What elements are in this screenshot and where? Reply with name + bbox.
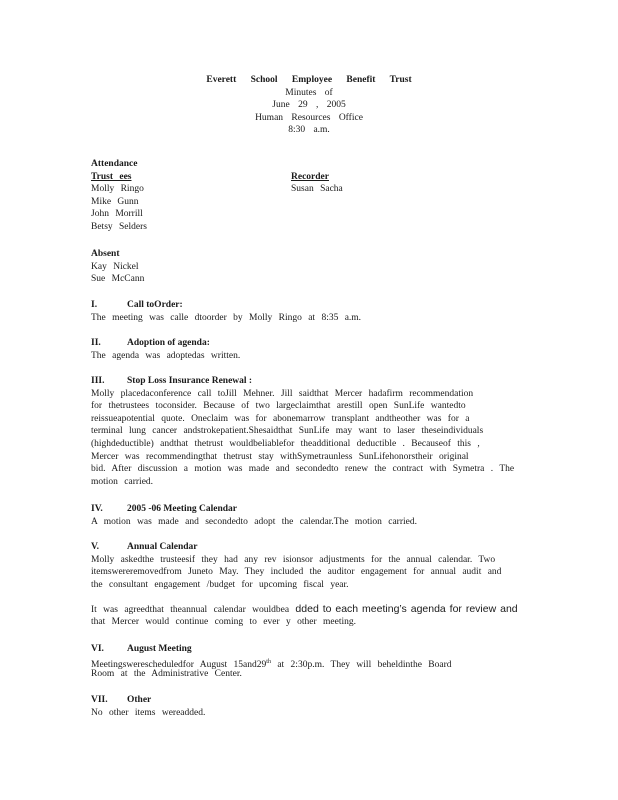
section-text: terminal lung cancer andstrokepatient.Shesaidthat SunLife may want to laser theseindividuals [91, 426, 484, 437]
document-header [0, 74, 618, 137]
section-text: A motion was made and secondedto adopt the calendar.The motion carried. [91, 516, 417, 527]
section-text: reissueapotential quote. Oneclaim was for abonemarrow transplant andtheother was for a [91, 413, 470, 424]
attendance-section [91, 158, 531, 234]
section-call-to-order [91, 299, 531, 324]
attendance-heading: Attendance [91, 159, 138, 169]
meeting-location: Human Resources Office [255, 112, 363, 123]
section-text: Room at the Administrative Center. [91, 669, 242, 680]
section-annual-calendar [91, 541, 531, 629]
document-subtitle: Minutes of [285, 87, 333, 98]
section-text: It was agreedthat theannual calendar wouldbea dded to each meeting’s agenda for review and [91, 603, 518, 616]
section-text: (highdeductible) andthat thetrust wouldbeliablefor theadditional deductible . Becauseof this , [91, 438, 480, 449]
section-heading: VI. August Meeting [91, 644, 192, 654]
absent-section [91, 248, 531, 286]
absent-heading: Absent [91, 249, 120, 259]
section-text: for thetrustees toconsider. Because of two largeclaimthat arestill open SunLife wantedto [91, 401, 466, 412]
recorder-heading: Recorder [291, 171, 329, 182]
trustee-name: Molly Ringo [91, 184, 144, 195]
section-text: that Mercer would continue coming to ever y other meeting. [91, 616, 356, 627]
section-heading: III. Stop Loss Insurance Renewal : [91, 376, 253, 386]
section-adoption-of-agenda [91, 337, 531, 362]
section-august-meeting [91, 643, 531, 681]
absent-name: Sue McCann [91, 274, 145, 285]
section-heading: VII. Other [91, 695, 152, 705]
section-text: The meeting was calle dtoorder by Molly Ringo at 8:35 a.m. [91, 312, 362, 323]
section-meeting-calendar [91, 503, 531, 528]
section-other [91, 694, 531, 719]
section-heading: II. Adoption of agenda: [91, 338, 210, 348]
recorder-name: Susan Sacha [291, 184, 343, 195]
absent-name: Kay Nickel [91, 261, 139, 272]
section-heading: IV. 2005 -06 Meeting Calendar [91, 504, 238, 514]
meeting-time: 8:30 a.m. [288, 125, 330, 136]
section-text: bid. After discussion a motion was made and secondedto renew the contract with Symetra . The [91, 464, 515, 475]
section-text: Molly askedthe trusteesif they had any rev isionsor adjustments for the annual calendar. Two [91, 554, 496, 565]
section-text: the consultant engagement /budget for upcoming fiscal year. [91, 579, 349, 590]
section-text: No other items wereadded. [91, 707, 206, 718]
section-text: Meetingswerescheduledfor August 15and29th at 2:30p.m. They will beheldinthe Board [91, 658, 452, 670]
document-title: Everett School Employee Benefit Trust [206, 75, 412, 85]
section-heading: V. Annual Calendar [91, 542, 198, 552]
section-heading: I. Call toOrder: [91, 300, 183, 310]
section-text: Mercer was recommendingthat thetrust stay withSymetraunless SunLifehonorstheir original [91, 451, 469, 462]
section-stop-loss-renewal [91, 375, 531, 488]
section-text: Molly placedaconference call toJill Mehner. Jill saidthat Mercer hadafirm recommendation [91, 388, 474, 399]
section-text: The agenda was adoptedas written. [91, 350, 241, 361]
meeting-date: June 29 , 2005 [272, 100, 346, 111]
section-text: motion carried. [91, 476, 154, 487]
trustee-name: Mike Gunn [91, 196, 139, 207]
trustee-name: Betsy Selders [91, 221, 147, 232]
section-text: itemswereremovedfrom Juneto May. They included the auditor engagement for annual audit and [91, 567, 502, 578]
trustees-heading: Trust ees [91, 171, 132, 182]
trustee-name: John Morrill [91, 209, 143, 220]
